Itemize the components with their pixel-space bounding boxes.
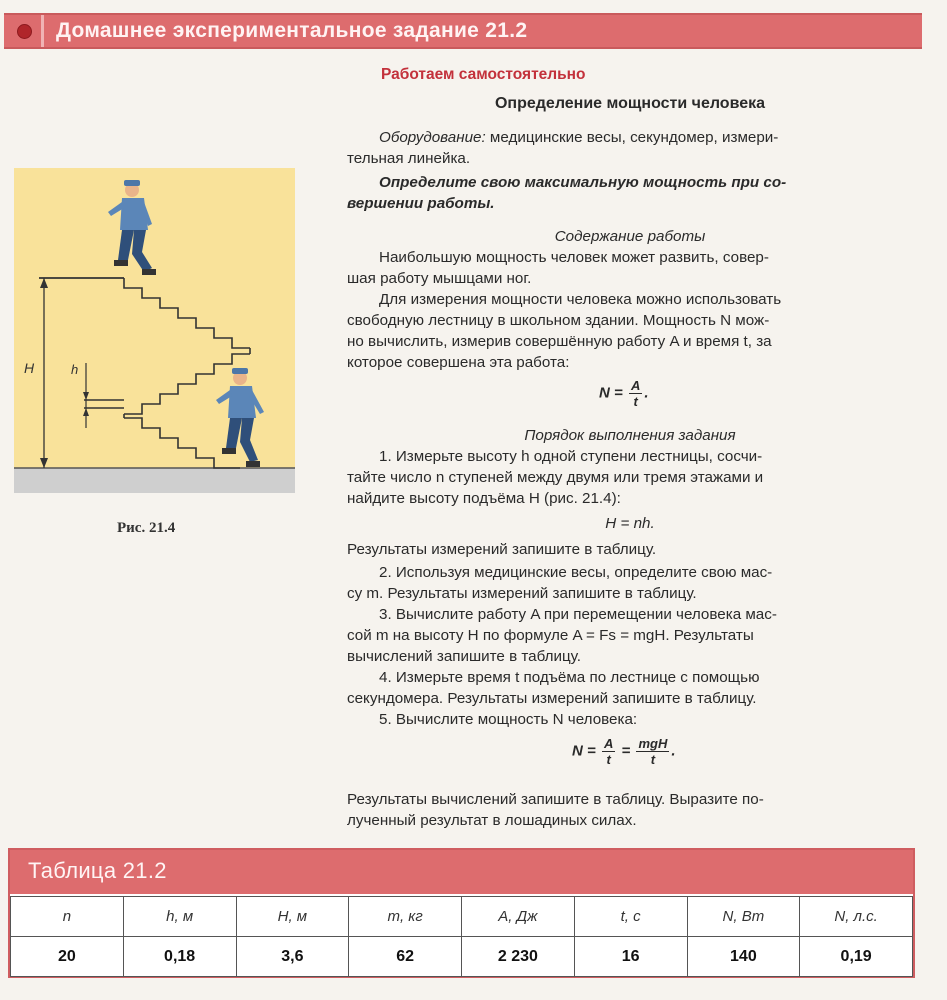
equipment-line-1 — [379, 127, 778, 148]
header-cell: t, с — [574, 897, 687, 937]
task-line-1: Определите свою максимальную мощность при со- — [379, 174, 787, 191]
step-3-line-3: вычислений запишите в таблицу. — [347, 648, 581, 665]
header-cell: A, Дж — [462, 897, 575, 937]
numerator-2: mgH — [638, 736, 668, 751]
h-label: h — [71, 362, 79, 377]
header-cell: h, м — [123, 897, 236, 937]
numerator: A — [630, 378, 641, 393]
formula-equals: = — [621, 742, 631, 760]
section-header — [4, 13, 922, 49]
value-cell: 2 230 — [462, 937, 575, 977]
floor — [14, 468, 295, 493]
data-table — [10, 896, 913, 977]
step-4-line-1: 4. Измерьте время t подъёма по лестнице с помощью — [379, 669, 760, 686]
equipment-line-2: тельная линейка. — [347, 150, 471, 167]
table-title: Таблица 21.2 — [28, 858, 167, 883]
work-label: Работаем самостоятельно — [381, 66, 586, 83]
header-cell: H, м — [236, 897, 349, 937]
paragraph-2-line-4: которое совершена эта работа: — [347, 354, 570, 371]
value-cell: 140 — [687, 937, 800, 977]
value-cell: 0,19 — [800, 937, 913, 977]
table-row — [11, 937, 913, 977]
value-cell: 20 — [11, 937, 124, 977]
H-label: H — [24, 360, 35, 376]
denominator: t — [633, 394, 638, 409]
topic-heading: Определение мощности человека — [494, 95, 765, 112]
step-1-line-4: Результаты измерений запишите в таблицу. — [347, 541, 657, 558]
step-3-line-1: 3. Вычислите работу A при перемещении человека мас- — [379, 606, 777, 623]
formula-end: . — [671, 742, 676, 760]
formula-end: . — [644, 384, 649, 402]
content-heading: Содержание работы — [554, 228, 706, 245]
step-4-line-2: секундомера. Результаты измерений запишите в таблицу. — [347, 690, 757, 707]
fraction-1 — [602, 736, 615, 767]
header-cell: n — [11, 897, 124, 937]
procedure-heading: Порядок выполнения задания — [524, 427, 736, 444]
step-2-line-2: су m. Результаты измерений запишите в таблицу. — [347, 585, 697, 602]
bullet-icon — [17, 24, 32, 39]
header-divider — [41, 15, 44, 47]
step-1-line-3: найдите высоту подъёма H (рис. 21.4): — [347, 490, 621, 507]
section-title: Домашнее экспериментальное задание 21.2 — [56, 19, 528, 42]
denominator-2: t — [650, 752, 656, 767]
results-table — [8, 848, 915, 978]
table-header-bar — [10, 850, 913, 894]
fraction — [629, 378, 642, 409]
power-formula-expanded — [572, 736, 676, 767]
staircase-figure — [14, 168, 295, 493]
denominator-1: t — [606, 752, 611, 767]
step-3-line-2: сой m на высоту H по формуле A = Fs = mgH. Результаты — [347, 627, 754, 644]
header-cell: m, кг — [349, 897, 462, 937]
header-row — [11, 897, 913, 937]
step-1-line-1: 1. Измерьте высоту h одной ступени лестницы, сосчи- — [379, 448, 763, 465]
step-5-line-1: 5. Вычислите мощность N человека: — [379, 711, 638, 728]
figure-background — [14, 168, 295, 493]
value-cell: 62 — [349, 937, 462, 977]
paragraph-2-line-2: свободную лестницу в школьном здании. Мощность N мож- — [347, 312, 770, 329]
paragraph-1-line-1: Наибольшую мощность человек может развить, совер- — [379, 249, 769, 266]
final-line-2: лученный результат в лошадиных силах. — [347, 812, 637, 829]
equipment-label: Оборудование: — [379, 129, 486, 146]
formula-lhs: N = — [599, 384, 623, 402]
paragraph-2-line-3: но вычислить, измерив совершённую работу A и время t, за — [347, 333, 772, 350]
fraction-2 — [636, 736, 669, 767]
header-cell: N, Вт — [687, 897, 800, 937]
header-cell: N, л.с. — [800, 897, 913, 937]
task-line-2: вершении работы. — [347, 195, 495, 212]
power-formula — [599, 378, 649, 409]
value-cell: 3,6 — [236, 937, 349, 977]
value-cell: 0,18 — [123, 937, 236, 977]
equipment-text: медицинские весы, секундомер, измери- — [485, 129, 779, 146]
paragraph-2-line-1: Для измерения мощности человека можно использовать — [379, 291, 782, 308]
step-2-line-1: 2. Используя медицинские весы, определите свою мас- — [379, 564, 773, 581]
figure-caption: Рис. 21.4 — [117, 520, 176, 536]
paragraph-1-line-2: шая работу мышцами ног. — [347, 270, 532, 287]
formula-lhs: N = — [572, 742, 596, 760]
step-1-line-2: тайте число n ступеней между двумя или тремя этажами и — [347, 469, 764, 486]
numerator-1: A — [603, 736, 614, 751]
final-line-1: Результаты вычислений запишите в таблицу. Выразите по- — [347, 791, 764, 808]
value-cell: 16 — [574, 937, 687, 977]
height-formula: H = nh. — [605, 515, 655, 532]
